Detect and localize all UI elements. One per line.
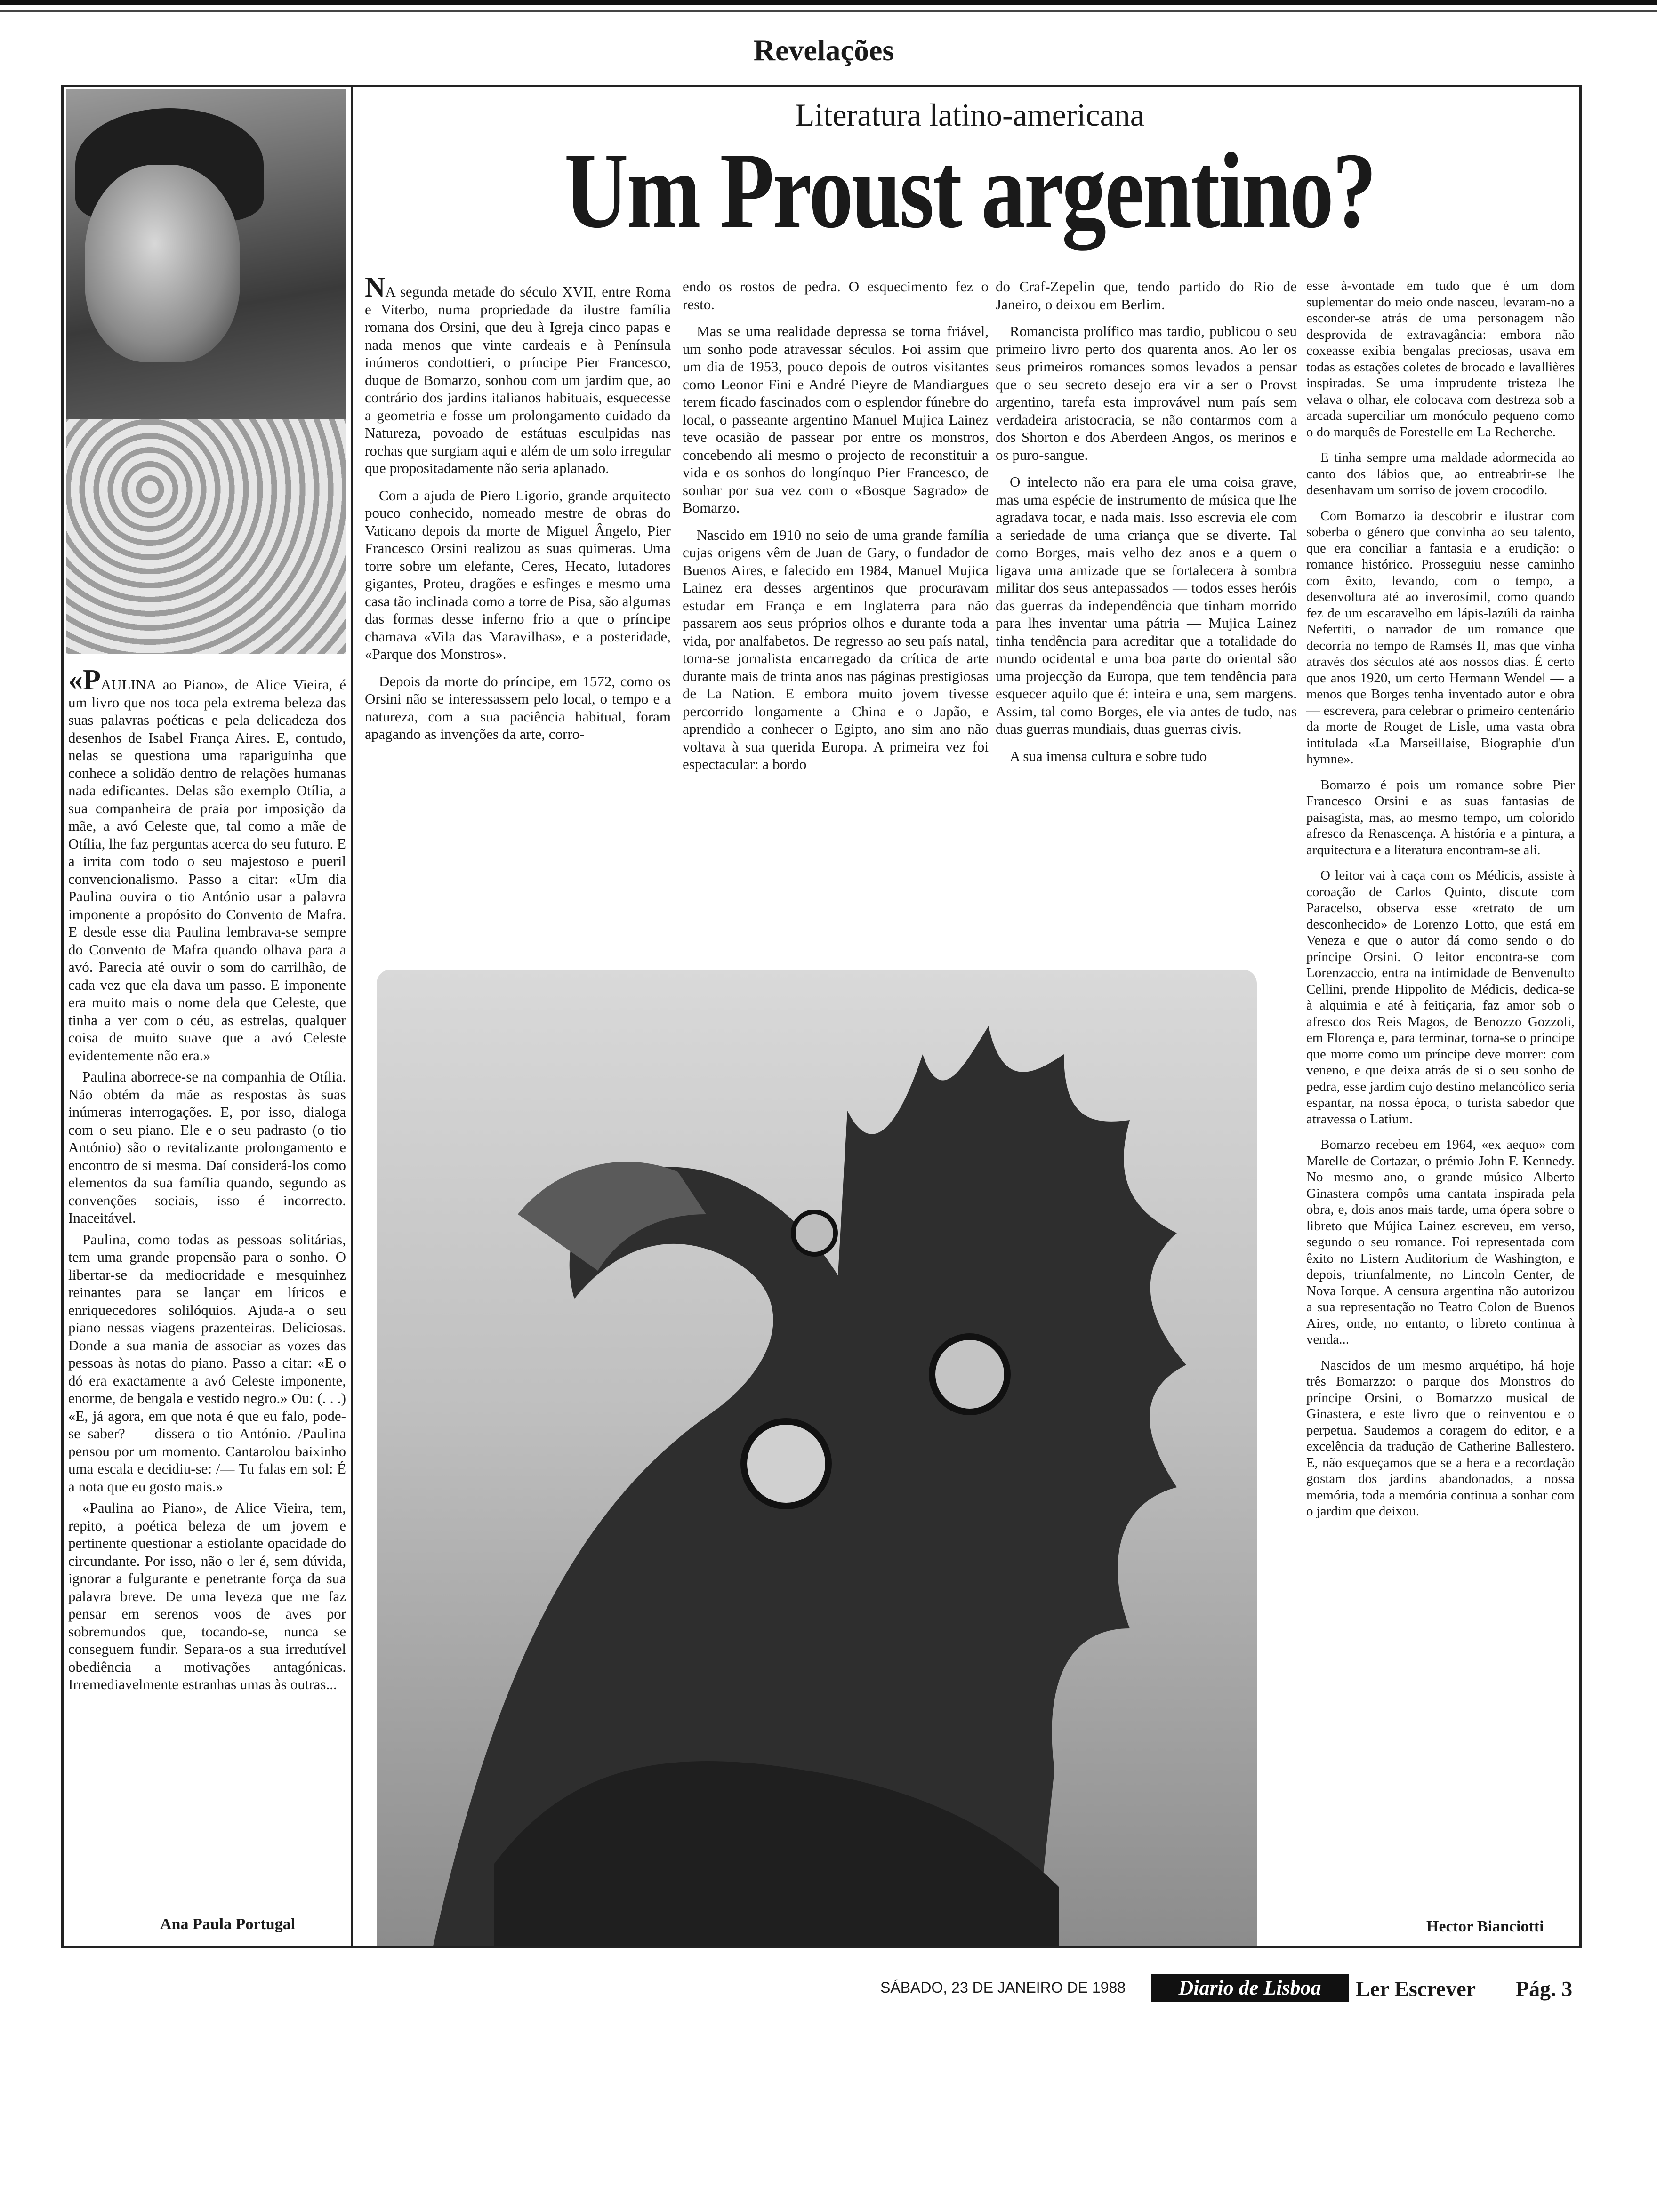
col1-paragraph-2: Com a ajuda de Piero Ligorio, grande arquitecto pouco conhecido, nomeado mestre de obras do Vaticano depois da morte de Miguel Ângelo, Pier Francesco Orsini realizou as suas quimeras. Uma torre sobre um elefante, Ceres, Hecato, lutadores gigantes, Proteu, dragões e esfinges e mesmo uma casa tão inclinada como a torre de Pisa, são algumas das formas desse inferno frio a que o príncipe chamava «Vila das Maravilhas», e a posteridade, «Parque dos Monstros». xyxy=(365,487,671,662)
page-footer xyxy=(880,1974,1586,2003)
newspaper-masthead: Diario de Lisboa xyxy=(1151,1974,1349,2002)
section-title: Revelações xyxy=(753,33,894,67)
page-number: Pág. 3 xyxy=(1516,1977,1573,2001)
article-column-2 xyxy=(683,278,989,783)
col4-paragraph-3: Com Bomarzo ia descobrir e ilustrar com soberba o género que convinha ao seu talento, que era conciliar a fantasia e a erudição: o romance histórico. Prosseguiu nesse caminho com êxito, levando, com o tempo, a desenvoltura até ao inverosímil, como quando fez de um escaravelho em lápis-lazúli da rainha Nefertiti, o narrador de um romance que decorria no tempo de Ramsés II, mas que vinha através dos séculos até aos nossos dias. É certo que anos 1920, um certo Hermann Wendel — a menos que Borges tenha inventado autor e obra — escrevera, para celebrar o primeiro centenário da morte de Rouget de Lisle, uma vasta obra intitulada «La Marseillaise, Biographie d'un hymne». xyxy=(1306,508,1575,767)
col2-paragraph-1: endo os rostos de pedra. O esquecimento fez o resto. xyxy=(683,278,989,313)
col4-paragraph-5: O leitor vai à caça com os Médicis, assiste à coroação de Carlos Quinto, discute com Paracelso, observa esse «retrato de um desconhecido» de Lorenzo Lotto, que está em Veneza e que o autor dá como sendo o do príncipe Orsini. O leitor encontra-se com Lorenzaccio, entra na intimidade de Benvenulto Cellini, prende Hippolito de Médicis, dedica-se à alquimia e até à feitiçaria, faz amor sob o afresco dos Reis Magos, de Benozzo Gozzoli, em Florença e, para terminar, torna-se o príncipe que morre como um príncipe deve morrer: com veneno, e que deixa atrás de si o seu sonho de pedra, esse jardim cujo destino melancólico seria espantar, na nossa época, o turista sabedor que atravessa o Latium. xyxy=(1306,868,1575,1127)
col3-paragraph-2: Romancista prolífico mas tardio, publicou o seu primeiro livro perto dos quarenta anos. Ao ler os seus primeiros romances somos levados a pensar que o seu secreto desejo era vir a ser o Provst argentino, tarefa esta improvável num país sem verdadeira aristocracia, se não contarmos com a dos Shorton e dos Aberdeen Angos, os merinos e os puro-sangue. xyxy=(996,323,1297,463)
mask-mirror-top xyxy=(793,1212,836,1254)
col4-paragraph-4: Bomarzo é pois um romance sobre Pier Francesco Orsini e as suas fantasias de paisagista, mas, ao mesmo tempo, um colorido afresco da Renascença. A história e a pintura, a arquitectura e a literatura encontram-se ali. xyxy=(1306,777,1575,858)
col1-paragraph-3: Depois da morte do príncipe, em 1572, como os Orsini não se interessassem pelo local, o tempo e a natureza, com a sua paciência habitual, foram apagando as invenções da arte, corro- xyxy=(365,673,671,742)
book-review xyxy=(68,664,346,1697)
footer-section: Ler Escrever xyxy=(1356,1977,1476,2001)
col3-paragraph-4: A sua imensa cultura e sobre tudo xyxy=(1010,747,1207,764)
review-dropcap: «P xyxy=(68,664,101,696)
col3-paragraph-3: O intelecto não era para ele uma coisa grave, mas uma espécie de instrumento de música que lhe agradava tocar, e nada mais. Isso escrevia ele com a seriedade de uma criança que se diverte. Tal como Borges, mais velho dez anos e a quem o ligava uma amizade que se fortalecera à sombra militar dos seus antepassados — todos esses heróis das guerras da independência que tinham morrido para lhes inventar uma pátria — Mujica Lainez tinha tendência para acreditar que a totalidade do mundo ocidental e uma boa parte do oriental são uma projecção da Europa, que tem tendência para esquecer aquilo que é: inteira e una, sem margens. Assim, tal como Borges, ele via antes de tudo, nas duas guerras mundiais, duas guerras civis. xyxy=(996,473,1297,737)
review-paragraph-1: «PAULINA ao Piano», de Alice Vieira, é um livro que nos toca pela extrema beleza das suas palavras poéticas e pela delicadeza dos desenhos de Isabel França Aires. E, contudo, nelas se questiona uma rapariguinha que conhece a solidão dentro de relações humanas nada edificantes. Delas são exemplo Otília, a sua companheira de praia por imposição da mãe, a avó Celeste que, tal como a mãe de Otília, lhe faz perguntas acerca do seu futuro. E a irrita com todo o seu majestoso e pueril convencionalismo. Passo a citar: «Um dia Paulina ouvira o tio António usar a palavra imponente a propósito do Convento de Mafra. E desde esse dia Paulina lembrava-se sempre do Convento de Mafra quando olhava para a avó. Parecia até ouvir o som do carrilhão, de cada vez que ela dava um passo. E imponente era muito mais o nome dela que Celeste, que tinha a ver com o céu, as estrelas, qualquer coisa de muito suave que a avó Celeste evidentemente não era.» xyxy=(68,664,346,1064)
author-portrait-photo xyxy=(66,89,346,654)
top-rule-secondary xyxy=(0,10,1657,12)
col4-paragraph-1: esse à-vontade em tudo que é um dom suplementar do meio onde nasceu, levaram-no a esconder-se atrás de uma personagem não desprovida de extravagância: embora não coxeasse exibia bengalas preciosas, usava em todas as estações coletes de brocado e lavallières inspiradas. Se uma imprudente tristeza lhe velava o olhar, ele colocava com destreza sob a arcada superciliar um monóculo pequeno como o do marquês de Forestelle em La Recherche. xyxy=(1306,278,1575,440)
col2-paragraph-2: Mas se uma realidade depressa se torna friável, um sonho pode atravessar séculos. Foi assim que um dia de 1953, pouco depois de outros visitantes como Leonor Fini e André Pieyre de Mandiargues terem ficado fascinados com o esplendor fúnebre do local, o passeante argentino Manuel Mujica Lainez teve ocasião de passear por entre os monstros, concebendo ali mesmo o projecto de reconstituir a vida e os sonhos do longínquo Pier Francesco, de sonhar por sua vez com o «Bosque Sagrado» de Bomarzo. xyxy=(683,323,989,516)
article-column-1 xyxy=(365,272,671,753)
review-paragraph-4: «Paulina ao Piano», de Alice Vieira, tem, repito, a poética beleza de um jovem e pertinente questionar a estiolante opacidade do circundante. Por isso, não o ler é, sem dúvida, ignorar a fulgurante e penetrante força da sua palavra breve. De uma leveza que me faz pensar em serenos voos de aves por sobremundos que, tocando-se, nunca se conseguem fundir. Separa-os a sua irredutível obediência a motivações antagónicas. Irremediavelmente estranhas umas às outras... xyxy=(68,1499,346,1692)
col4-paragraph-6: Bomarzo recebeu em 1964, «ex aequo» com Marelle de Cortazar, o prémio John F. Kennedy. No mesmo ano, o grande músico Alberto Ginastera compôs uma cantata inspirada pela obra, e, dois anos mais tarde, uma ópera sobre o libreto que Mújica Lainez escreveu, em verso, segundo o seu romance. Foi representada com êxito no Listern Auditorium de Washington, e depois, triunfalmente, no Lincoln Center, de Nova Iorque. A censura argentina não autorizou a sua representação no Teatro Colon de Buenos Aires, onde, no entanto, o libreto continua à venda... xyxy=(1306,1137,1575,1347)
article-dropcap: N xyxy=(365,272,386,303)
col1-paragraph-1: NA segunda metade do século XVII, entre Roma e Viterbo, numa propriedade da ilustre família romana dos Orsini, que deu à Igreja cinco papas e nada menos que vinte cardeais e à Península inúmeros condottieri, o príncipe Pier Francesco, duque de Bomarzo, sonhou com um jardim que, ao contrário dos jardins italianos habituais, esquecesse a geometria e fosse um prolongamento cuidado da Natureza, povoado de estátuas esculpidas nas rochas que surgiam aqui e além de um solo irregular que propositadamente não seria aplanado. xyxy=(365,272,671,476)
portrait-shirt xyxy=(66,419,346,654)
dragon-mask-illustration xyxy=(377,970,1257,1946)
review-author: Ana Paula Portugal xyxy=(160,1915,296,1933)
review-paragraph-3: Paulina, como todas as pessoas solitárias, tem uma grande propensão para o sonho. O libertar-se da mediocridade e mesquinhez reinantes para se lançar em líricos e enriquecedores solilóquios. Ajuda-a o seu piano nessas viagens prazenteiras. Deliciosas. Donde a sua mania de associar as vozes das pessoas às notas do piano. Passo a citar: «E o dó era exactamente a avó Celeste imponente, enorme, de bengala e vestido negro.» Ou: (. . .) «E, já agora, em que nota é que eu falo, pode-se saber? — dissera o tio António. /Paulina pensou por um momento. Cantarolou baixinho uma escala e decidiu-se: /— Tu falas em sol: É a nota que eu gosto mais.» xyxy=(68,1231,346,1495)
top-rule xyxy=(0,0,1657,5)
col2-paragraph-3: Nascido em 1910 no seio de uma grande família cujas origens vêm de Juan de Gary, o fundador de Buenos Aires, e falecido em 1984, Manuel Mujica Lainez era desses argentinos que procuravam estudar em França e em Inglaterra para não passarem aos seus próprios olhos e durante toda a vida, por analfabetos. De regresso ao seu país natal, torna-se jornalista encarregado da crítica de arte durante mais de trinta anos nas páginas prestigiosas de La Nation. E embora muito jovem tivesse percorrido longamente a China e o Japão, e aprendido a conhecer o Egipto, ano sim ano não voltava à sua querida Europa. A primeira vez foi espectacular: a bordo xyxy=(683,526,989,772)
portrait-face xyxy=(85,165,240,362)
article-column-4 xyxy=(1306,278,1575,1529)
col4-paragraph-2: E tinha sempre uma maldade adormecida ao canto dos lábios que, ao entreabrir-se lhe desenhavam um sorriso de jovem crocodilo. xyxy=(1306,450,1575,497)
article-headline: Um Proust argentino? xyxy=(564,130,1375,250)
article-kicker: Literatura latino-americana xyxy=(795,97,1144,133)
col4-paragraph-7: Nascidos de um mesmo arquétipo, há hoje três Bomarzzo: o parque dos Monstros do príncipe Orsini, o Bomarzzo musical de Ginastera, e este livro que o reinventou e o perpetua. Saudemos a coragem do editor, e a excelência da tradução de Catherine Ballestero. E, não esqueçamos que se a hera e a recordação gostam dos jardins abandonados, a nossa memória, toda a memória continua a sonhar com o jardim que deixou. xyxy=(1306,1357,1575,1519)
review-paragraph-2: Paulina aborrece-se na companhia de Otília. Não obtém da mãe as respostas às suas inúmeras interrogações. E, por isso, dialoga com o seu piano. Ele e o seu padrasto (o tio António) são o revitalizante prolongamento e encontro de si mesma. Daí considerá-los como elementos da sua família quando, segundo as convenções sociais, isso é incorrecto. Inaceitável. xyxy=(68,1068,346,1226)
mask-mirror-right xyxy=(932,1337,1007,1412)
article-author: Hector Bianciotti xyxy=(1426,1918,1544,1935)
footer-date: SÁBADO, 23 DE JANEIRO DE 1988 xyxy=(880,1979,1126,1996)
article-column-3 xyxy=(996,278,1297,774)
col3-paragraph-1: do Craf-Zepelin que, tendo partido do Rio de Janeiro, o deixou em Berlim. xyxy=(996,278,1297,313)
dragon-mask-photo xyxy=(377,970,1257,1946)
mask-mirror-left xyxy=(744,1421,828,1506)
